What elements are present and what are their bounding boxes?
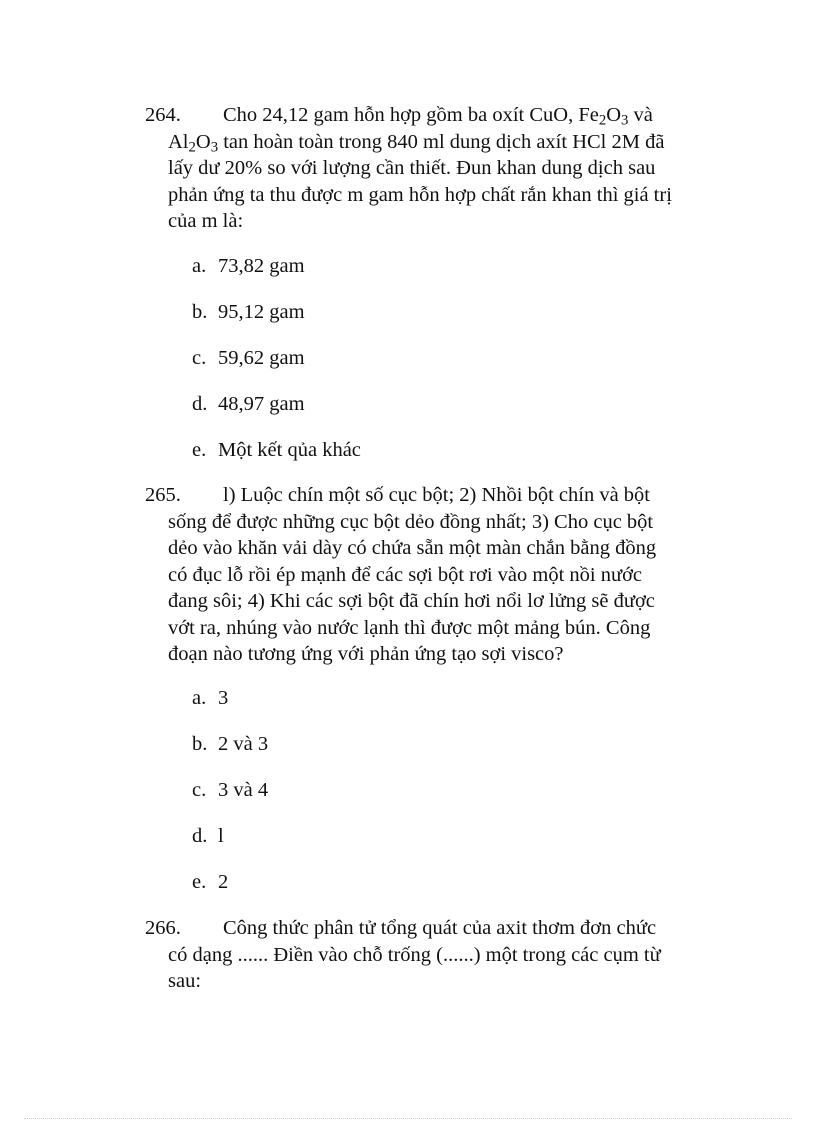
question-number: 266.: [145, 917, 181, 939]
question-number: 264.: [145, 104, 181, 126]
question-line: đang sôi; 4) Khi các sợi bột đã chín hơi nổi lơ lửng sẽ được: [168, 590, 655, 612]
question-266: [145, 915, 705, 995]
option-264-b: [192, 299, 305, 325]
question-line: sống để được những cục bột dẻo đồng nhất; 3) Cho cục bột: [168, 510, 654, 533]
option-letter: e.: [192, 871, 207, 893]
option-265-d: [192, 823, 224, 849]
option-letter: e.: [192, 439, 207, 461]
option-264-d: [192, 391, 305, 417]
option-text: 3 và 4: [218, 779, 269, 801]
page-bottom-divider: [24, 1118, 792, 1119]
question-line: có dạng ...... Điền vào chỗ trống (......) một trong các cụm từ: [168, 943, 661, 966]
question-line: của m là:: [168, 210, 244, 232]
option-text: 3: [218, 687, 229, 709]
question-line: có đục lỗ rồi ép mạnh để các sợi bột rơi vào một nồi nước: [168, 563, 643, 586]
option-264-c: [192, 345, 305, 371]
question-line: lấy dư 20% so với lượng cần thiết. Đun khan dung dịch sau: [168, 157, 656, 179]
option-text: 95,12 gam: [218, 301, 305, 323]
option-letter: c.: [192, 779, 207, 801]
option-text: 2: [218, 871, 229, 893]
question-264: [145, 102, 705, 235]
option-text: 73,82 gam: [218, 255, 305, 277]
option-265-e: [192, 869, 228, 895]
question-line: phản ứng ta thu được m gam hỗn hợp chất rắn khan thì giá trị: [168, 183, 672, 206]
option-letter: a.: [192, 255, 207, 277]
option-265-c: [192, 777, 268, 803]
option-letter: c.: [192, 347, 207, 369]
question-line: $Al_2O_3$ tan hoàn toàn trong 840 ml dung dịch axít HCl 2M đã: [168, 130, 665, 156]
question-line: dẻo vào khăn vải dày có chứa sẵn một màn chắn bằng đồng: [168, 537, 657, 559]
option-text: l: [218, 825, 224, 847]
option-265-b: [192, 731, 268, 757]
option-264-e: [192, 437, 361, 463]
option-264-a: [192, 253, 305, 279]
question-line: 265. l) Luộc chín một số cục bột; 2) Nhồi bột chín và bột: [145, 482, 705, 509]
option-text: 2 và 3: [218, 733, 269, 755]
option-letter: d.: [192, 393, 208, 415]
option-265-a: [192, 685, 228, 711]
option-letter: d.: [192, 825, 208, 847]
question-line: 266. Công thức phân tử tổng quát của axit thơm đơn chức: [145, 915, 705, 942]
option-letter: b.: [192, 301, 208, 323]
option-text: Một kết qủa khác: [218, 439, 361, 461]
question-265: [145, 482, 705, 668]
question-number: 265.: [145, 484, 181, 506]
question-line: vớt ra, nhúng vào nước lạnh thì được một mảng bún. Công: [168, 616, 651, 639]
option-letter: a.: [192, 687, 207, 709]
question-line: đoạn nào tương ứng với phản ứng tạo sợi visco?: [168, 643, 564, 665]
option-text: 48,97 gam: [218, 393, 305, 415]
question-line: sau:: [168, 970, 202, 992]
option-text: 59,62 gam: [218, 347, 305, 369]
option-letter: b.: [192, 733, 208, 755]
question-line: 264. Cho 24,12 gam hỗn hợp gồm ba oxít CuO, $Fe_2O_3$ và: [145, 104, 653, 129]
